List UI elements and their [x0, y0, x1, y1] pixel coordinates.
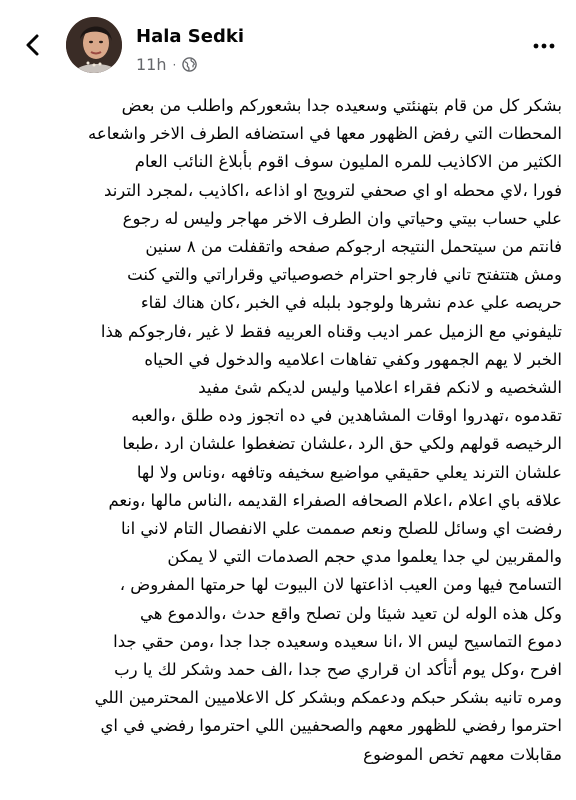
post-line: علاقه باي اعلام ،اعلام الصحافه الصفراء القديمه ،الناس مالها ،ونعم [108, 490, 562, 510]
post-meta [136, 55, 197, 74]
avatar-image [66, 17, 122, 73]
more-horizontal-icon [530, 32, 558, 60]
post-line: الشخصيه و لانكم فقراء اعلاميا وليس لديكم شئ مفيد [198, 378, 562, 398]
post-line: الكثير من الاكاذيب للمره المليون سوف اقوم بأبلاغ النائب العام [134, 152, 562, 172]
post-header [0, 0, 576, 92]
post-line: علشان الترند يعلي حقيقي مواضيع سخيفه وتافهه ،وناس ولا لها [136, 462, 562, 482]
post-line: ومره تانيه بشكر حبكم ودعمكم وبشكر كل الاعلاميين المحترمين اللي [94, 688, 562, 708]
post-line: تليفوني مع الزميل عمر اديب وقناه العربيه فقط لا غير ،فارجوكم هذا [100, 321, 562, 341]
meta-separator: · [172, 57, 177, 72]
post-line: دموع التماسيح ليس الا ،انا سعيده وسعيده جدا جدا ،ومن حقي جدا [113, 631, 562, 651]
post-line: احترموا رفضي للظهور معهم والصحفيين اللي احترموا رفضي في اي [100, 716, 562, 736]
post-time[interactable]: 11h [136, 55, 167, 74]
post-line: ومش هتتفتح تاني فارجو احترام خصوصياتي وقراراتي والتي كنت [127, 265, 562, 285]
post-line: التسامح فيها ومن العيب اذاعتها لان البيوت لها حرمتها المفروض ، [119, 575, 562, 595]
post-line: فانتم من سيتحمل النتيجه ارجوكم صفحه واتقفلت من ٨ سنين [145, 237, 562, 257]
post-line: تقدموه ،تهدروا اوقات المشاهدين في ده اتجوز وده طلق ،والعبه [131, 406, 562, 426]
more-options-button[interactable] [530, 32, 558, 60]
post-line: والمقربين لي جدا يعلموا مدي حجم الصدمات التي لا يمكن [167, 547, 562, 567]
post-line: وكل هذه الوله لن تعيد شيئا ولن تصلح واقع حدث ،والدموع هي [139, 603, 562, 623]
post-line: فورا ،لاي محطه او اي صحفي لترويج او اذاعه ،اكاذيب ،لمجرد الترند [104, 180, 562, 200]
back-button[interactable] [18, 30, 48, 60]
post-text [14, 92, 562, 769]
post-line: الخبر لا يهم الجمهور وكفي تفاهات اعلاميه والدخول في الحياه [144, 349, 562, 369]
avatar[interactable] [66, 17, 122, 73]
post-line: المحطات التي رفض الظهور معها في استضافه الطرف الاخر واشعاعه [88, 124, 562, 144]
globe-icon[interactable] [182, 57, 197, 72]
post-line: رفضت اي وسائل للصلح ونعم صممت علي الانفصال التام لاني انا [120, 519, 562, 539]
post-line: حريصه علي عدم نشرها ولوجود بلبله في الخبر ،كان هناك لقاء [140, 293, 562, 313]
post-line: بشكر كل من قام بتهنئتي وسعيده جدا بشعوركم واطلب من بعض [121, 96, 562, 115]
post-line: مقابلات معهم تخص الموضوع [363, 744, 562, 764]
post-line: الرخيصه قولهم ولكي حق الرد ،علشان تضغطوا علشان ارد ،طبعا [122, 434, 562, 454]
author-name[interactable]: Hala Sedki [136, 26, 244, 47]
chevron-left-icon [18, 30, 48, 60]
post-line: افرح ،وكل يوم أتأكد ان قراري صح جدا ،الف حمد وشكر لك يا رب [114, 660, 562, 680]
post-line: علي حساب بيتي وحياتي وان الطرف الاخر مهاجر وليس له رجوع [122, 208, 562, 228]
